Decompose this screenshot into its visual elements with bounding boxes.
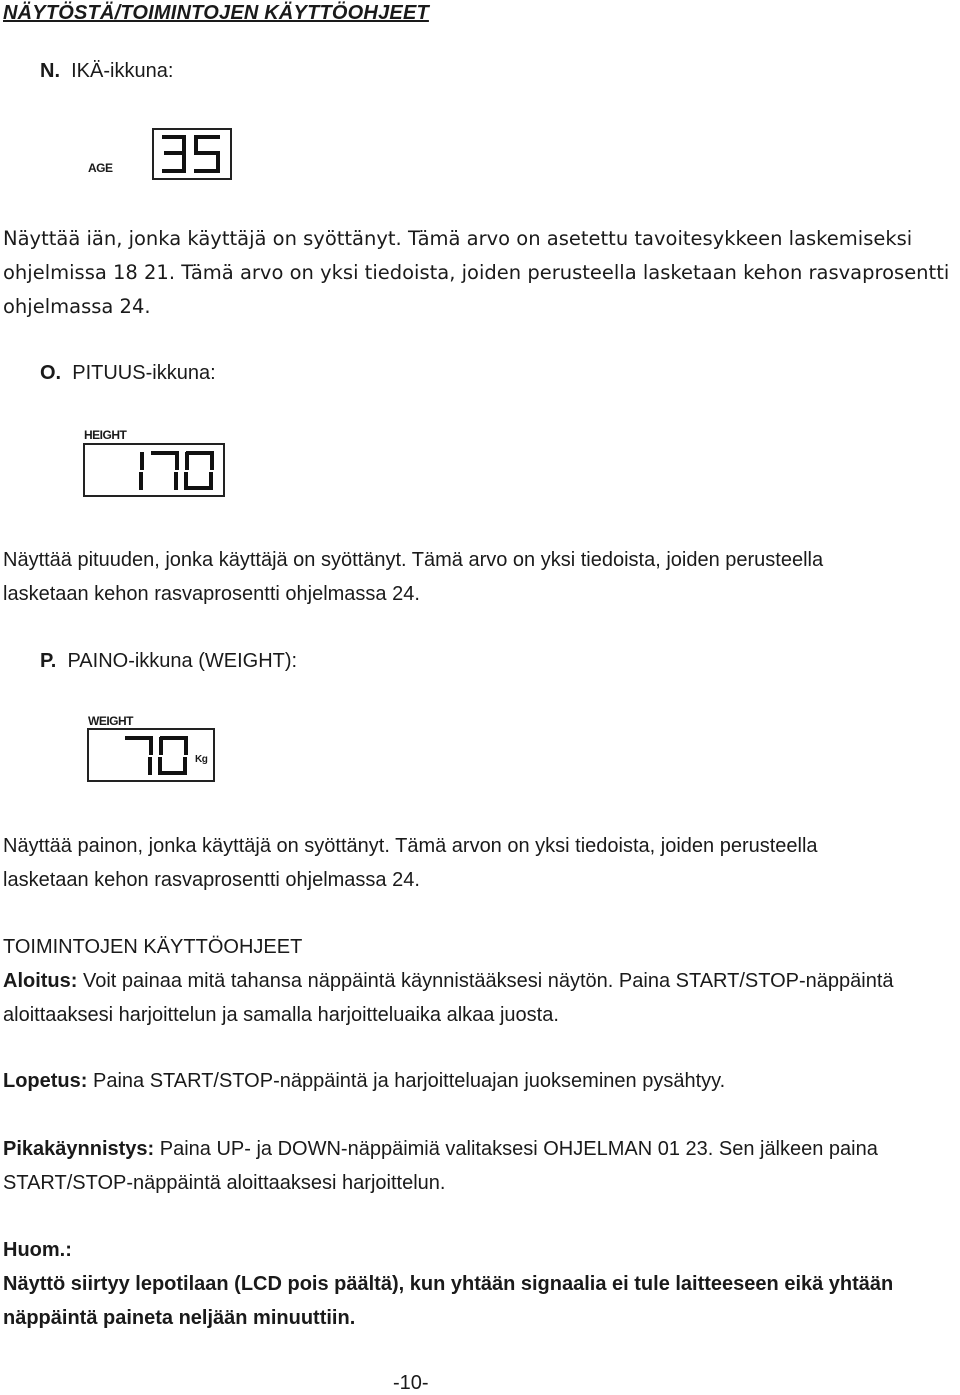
text-line: lasketaan kehon rasvaprosentti ohjelmassa 24. (3, 583, 420, 605)
section-title-height (40, 356, 216, 390)
section-title-age (40, 54, 173, 88)
section-title-text: PITUUS-ikkuna: (72, 362, 216, 384)
quickstart-text: Paina UP- ja DOWN-näppäimiä valitaksesi OHJELMAN 01 23. Sen jälkeen paina (154, 1138, 878, 1160)
lcd-digits (85, 445, 223, 495)
page-number: -10- (393, 1372, 429, 1394)
lcd-digit (151, 451, 179, 490)
start-text: Voit painaa mitä tahansa näppäintä käynnistääksesi näytön. Paina START/STOP-näppäintä (77, 970, 894, 992)
start-paragraph (3, 964, 894, 998)
lcd-digit (162, 135, 186, 173)
lcd-unit: Kg (195, 754, 208, 765)
section-title-weight (40, 644, 297, 678)
lcd-digit (158, 736, 188, 775)
lcd-weight-window (86, 714, 218, 784)
text-line: aloittaaksesi harjoittelun ja samalla harjoitteluaika alkaa juosta. (3, 1004, 559, 1026)
lcd-digits (154, 130, 230, 178)
quickstart-label: Pikakäynnistys: (3, 1138, 155, 1160)
stop-paragraph (3, 1064, 725, 1098)
note-line: Näyttö siirtyy lepotilaan (LCD pois päältä), kun yhtään signaalia ei tule laitteeseen eikä yhtään (3, 1273, 894, 1295)
section-letter: O. (40, 362, 62, 384)
text-line: Näyttää painon, jonka käyttäjä on syöttänyt. Tämä arvon on yksi tiedoista, joiden perusteella (3, 835, 818, 857)
note-label: Huom.: (3, 1239, 72, 1261)
lcd-frame (87, 728, 215, 782)
text-line: START/STOP-näppäintä aloittaaksesi harjoittelun. (3, 1172, 446, 1194)
text-line: ohjelmassa 24. (3, 295, 151, 318)
section-title-text: PAINO-ikkuna (WEIGHT): (67, 650, 298, 672)
text-line: Näyttää iän, jonka käyttäjä on syöttänyt. Tämä arvo on asetettu tavoitesykkeen laskemiseksi (3, 227, 913, 250)
lcd-age-window (88, 126, 234, 182)
section-title-text: IKÄ-ikkuna: (71, 60, 174, 82)
start-label: Aloitus: (3, 970, 78, 992)
lcd-digit (184, 451, 214, 490)
lcd-digit (125, 736, 153, 775)
stop-label: Lopetus: (3, 1070, 88, 1092)
stop-text: Paina START/STOP-näppäintä ja harjoitteluajan juokseminen pysähtyy. (87, 1070, 726, 1092)
lcd-digit (194, 135, 220, 173)
lcd-frame (83, 443, 225, 497)
instructions-title: TOIMINTOJEN KÄYTTÖOHJEET (3, 936, 303, 958)
section-letter: P. (40, 650, 57, 672)
lcd-frame (152, 128, 232, 180)
text-line: ohjelmissa 18 21. Tämä arvo on yksi tiedoista, joiden perusteella lasketaan kehon rasvaprosentti (3, 261, 950, 284)
section-letter: N. (40, 60, 60, 82)
lcd-label: WEIGHT (88, 714, 133, 728)
page-heading: NÄYTÖSTÄ/TOIMINTOJEN KÄYTTÖOHJEET (3, 2, 429, 24)
note-line: näppäintä paineta neljään minuuttiin. (3, 1307, 356, 1329)
text-line: lasketaan kehon rasvaprosentti ohjelmassa 24. (3, 869, 420, 891)
lcd-height-window (82, 428, 227, 500)
lcd-label: AGE (88, 161, 113, 175)
quickstart-paragraph (3, 1132, 878, 1166)
lcd-digit (139, 452, 144, 490)
lcd-label: HEIGHT (84, 428, 127, 442)
text-line: Näyttää pituuden, jonka käyttäjä on syöttänyt. Tämä arvo on yksi tiedoista, joiden perusteella (3, 549, 824, 571)
